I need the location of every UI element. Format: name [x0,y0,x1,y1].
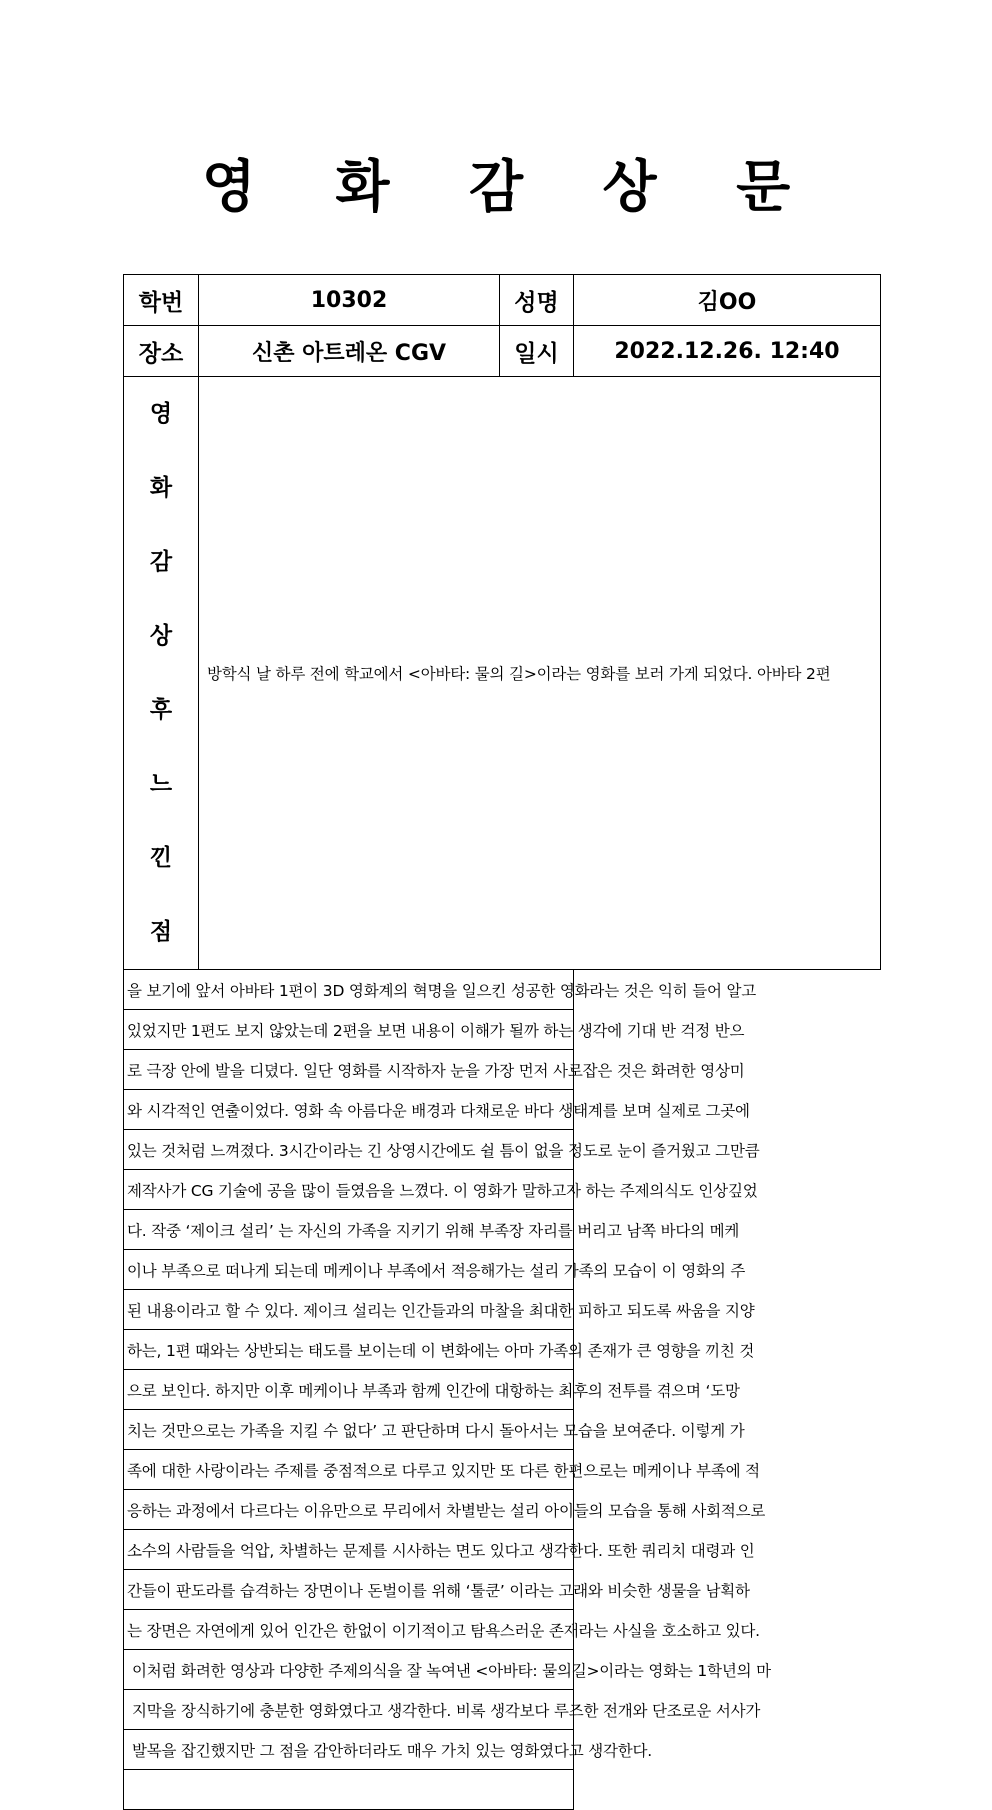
place-value: 신촌 아트레온 CGV [199,326,500,377]
body-text-line: 족에 대한 사랑이라는 주제를 중점적으로 다루고 있지만 또 다른 한편으로는 메케이나 부족에 적 [124,1450,574,1490]
section-label-char: 화 [149,475,173,501]
document-title: 영 화 감 상 문 [201,155,821,220]
body-row [124,1130,881,1170]
body-row [124,377,881,970]
body-text-line: 하는, 1편 때와는 상반되는 태도를 보이는데 이 변화에는 아마 가족의 존재가 큰 영향을 끼친 것 [124,1330,574,1370]
student-id-value: 10302 [199,275,500,326]
body-text-line: 된 내용이라고 할 수 있다. 제이크 설리는 인간들과의 마찰을 최대한 피하고 되도록 싸움을 지양 [124,1290,574,1330]
body-text-line: 응하는 과정에서 다르다는 이유만으로 무리에서 차별받는 설리 아이들의 모습을 통해 사회적으로 [124,1490,574,1530]
body-text-line: 로 극장 안에 발을 디뎠다. 일단 영화를 시작하자 눈을 가장 먼저 사로잡은 것은 화려한 영상미 [124,1050,574,1090]
body-row [124,1010,881,1050]
body-row [124,970,881,1010]
section-label-impressions [124,377,199,970]
name-label: 성명 [500,275,574,326]
body-text-line: 방학식 날 하루 전에 학교에서 <아바타: 물의 길>이라는 영화를 보러 가게 되었다. 아바타 2편 [199,377,881,970]
datetime-value: 2022.12.26. 12:40 [574,326,881,377]
section-label-char: 후 [149,697,173,723]
body-row [124,1210,881,1250]
body-text-line: 이나 부족으로 떠나게 되는데 메케이나 부족에서 적응해가는 설리 가족의 모습이 이 영화의 주 [124,1250,574,1290]
section-label-char: 점 [149,919,173,945]
body-row [124,1530,881,1570]
body-row [124,1050,881,1090]
body-row [124,1170,881,1210]
name-value: 김OO [574,275,881,326]
section-label-char: 영 [149,401,173,427]
section-label-char: 감 [149,549,173,575]
student-id-label: 학번 [124,275,199,326]
body-row [124,1090,881,1130]
place-label: 장소 [124,326,199,377]
body-row [124,1730,881,1770]
body-text-line: 는 장면은 자연에게 있어 인간은 한없이 이기적이고 탐욕스러운 존재라는 사실을 호소하고 있다. [124,1610,574,1650]
body-row [124,1650,881,1690]
body-text-line: 다. 작중 ‘제이크 설리’ 는 자신의 가족을 지키기 위해 부족장 자리를 버리고 남쪽 바다의 메케 [124,1210,574,1250]
body-text-line: 을 보기에 앞서 아바타 1편이 3D 영화계의 혁명을 일으킨 성공한 영화라는 것은 익히 들어 알고 [124,970,574,1010]
body-row [124,1490,881,1530]
body-row [124,1370,881,1410]
body-row [124,1610,881,1650]
body-text-line: 있는 것처럼 느껴졌다. 3시간이라는 긴 상영시간에도 쉴 틈이 없을 정도로 눈이 즐거웠고 그만큼 [124,1130,574,1170]
section-label-char: 느 [149,771,173,797]
row-place-time [124,326,881,377]
section-label-chars [124,377,198,969]
review-form-table [123,274,881,1810]
body-row [124,1290,881,1330]
body-text-line: 지막을 장식하기에 충분한 영화였다고 생각한다. 비록 생각보다 루즈한 전개와 단조로운 서사가 [124,1690,574,1730]
body-text-line [124,1770,574,1810]
section-label-char: 상 [149,623,173,649]
body-row [124,1450,881,1490]
body-row [124,1410,881,1450]
body-row [124,1330,881,1370]
body-row [124,1570,881,1610]
body-row [124,1250,881,1290]
body-text-line: 와 시각적인 연출이었다. 영화 속 아름다운 배경과 다채로운 바다 생태계를 보며 실제로 그곳에 [124,1090,574,1130]
body-text-line: 이처럼 화려한 영상과 다양한 주제의식을 잘 녹여낸 <아바타: 물의길>이라는 영화는 1학년의 마 [124,1650,574,1690]
body-row [124,1690,881,1730]
row-student-info [124,275,881,326]
datetime-label: 일시 [500,326,574,377]
body-text-line: 제작사가 CG 기술에 공을 많이 들였음을 느꼈다. 이 영화가 말하고자 하는 주제의식도 인상깊었 [124,1170,574,1210]
body-text-line: 소수의 사람들을 억압, 차별하는 문제를 시사하는 면도 있다고 생각한다. 또한 쿼리치 대령과 인 [124,1530,574,1570]
section-label-char: 낀 [149,845,173,871]
body-text-line: 발목을 잡긴했지만 그 점을 감안하더라도 매우 가치 있는 영화였다고 생각한다. [124,1730,574,1770]
body-text-line: 간들이 판도라를 습격하는 장면이나 돈벌이를 위해 ‘툴쿤’ 이라는 고래와 비슷한 생물을 남획하 [124,1570,574,1610]
body-text-line: 있었지만 1편도 보지 않았는데 2편을 보면 내용이 이해가 될까 하는 생각에 기대 반 걱정 반으 [124,1010,574,1050]
body-text-line: 치는 것만으로는 가족을 지킬 수 없다’ 고 판단하며 다시 돌아서는 모습을 보여준다. 이렇게 가 [124,1410,574,1450]
body-row [124,1770,881,1810]
body-text-line: 으로 보인다. 하지만 이후 메케이나 부족과 함께 인간에 대항하는 최후의 전투를 겪으며 ‘도망 [124,1370,574,1410]
